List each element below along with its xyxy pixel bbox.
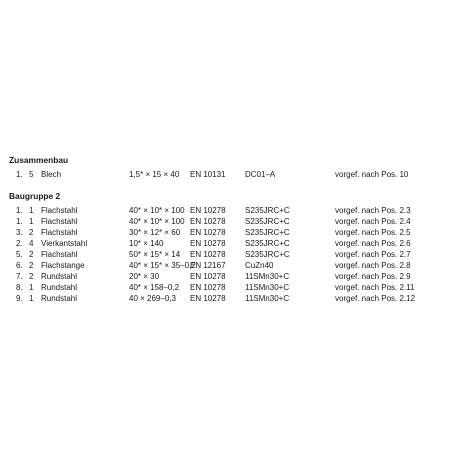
row-name: Rundstahl [41, 272, 78, 281]
row-standard: EN 10278 [190, 283, 226, 292]
row-name: Flachstahl [41, 250, 78, 259]
row-material: CuZn40 [245, 261, 274, 270]
row-standard: EN 10278 [190, 272, 226, 281]
row-standard: EN 12167 [190, 261, 226, 270]
section-title-baugruppe-2: Baugruppe 2 [9, 191, 61, 201]
row-dimensions: 40 × 269–0,3 [129, 294, 176, 303]
row-quantity: 1 [29, 206, 34, 215]
row-dimensions: 40* × 15* × 35–0,2 [129, 261, 196, 270]
row-material: S235JRC+C [245, 206, 290, 215]
row-quantity: 2 [29, 261, 34, 270]
table-row [0, 240, 458, 250]
row-material: 11SMn30+C [245, 272, 290, 281]
row-remark: vorgef. nach Pos. 2.3 [335, 206, 411, 215]
table-row [0, 284, 458, 294]
row-standard: EN 10278 [190, 250, 226, 259]
row-dimensions: 30* × 12* × 60 [129, 228, 181, 237]
row-material: S235JRC+C [245, 217, 290, 226]
row-number: 1. [16, 170, 23, 179]
table-row [0, 251, 458, 261]
row-name: Flachstahl [41, 228, 78, 237]
row-material: DC01–A [245, 170, 276, 179]
row-material: S235JRC+C [245, 239, 290, 248]
row-quantity: 1 [29, 283, 34, 292]
row-number: 6. [16, 261, 23, 270]
table-row [0, 207, 458, 217]
row-name: Vierkantstahl [41, 239, 88, 248]
row-quantity: 2 [29, 272, 34, 281]
row-remark: vorgef. nach Pos. 2.11 [335, 283, 415, 292]
row-name: Rundstahl [41, 294, 78, 303]
row-name: Rundstahl [41, 283, 78, 292]
row-number: 8. [16, 283, 23, 292]
row-material: 11SMn30+C [245, 294, 290, 303]
row-name: Flachstange [41, 261, 85, 270]
row-material: S235JRC+C [245, 228, 290, 237]
row-standard: EN 10278 [190, 294, 226, 303]
table-row [0, 229, 458, 239]
row-quantity: 2 [29, 228, 34, 237]
row-remark: vorgef. nach Pos. 2.12 [335, 294, 416, 303]
row-number: 5. [16, 250, 23, 259]
row-quantity: 1 [29, 217, 34, 226]
row-remark: vorgef. nach Pos. 10 [335, 170, 409, 179]
table-row [0, 273, 458, 283]
row-standard: EN 10131 [190, 170, 226, 179]
row-dimensions: 1,5* × 15 × 40 [129, 170, 180, 179]
row-dimensions: 50* × 15* × 14 [129, 250, 181, 259]
table-row [0, 262, 458, 272]
row-quantity: 2 [29, 250, 34, 259]
row-remark: vorgef. nach Pos. 2.7 [335, 250, 411, 259]
row-dimensions: 10* × 140 [129, 239, 164, 248]
row-dimensions: 40* × 10* × 100 [129, 206, 185, 215]
row-dimensions: 40* × 158–0,2 [129, 283, 180, 292]
row-number: 9. [16, 294, 23, 303]
row-material: S235JRC+C [245, 250, 290, 259]
section-title-zusammenbau: Zusammenbau [9, 155, 69, 165]
row-remark: vorgef. nach Pos. 2.4 [335, 217, 411, 226]
row-number: 3. [16, 228, 23, 237]
row-remark: vorgef. nach Pos. 2.5 [335, 228, 411, 237]
row-quantity: 1 [29, 294, 34, 303]
table-row [0, 295, 458, 305]
row-material: 11SMn30+C [245, 283, 290, 292]
row-dimensions: 40* × 10* × 100 [129, 217, 185, 226]
row-quantity: 4 [29, 239, 34, 248]
row-dimensions: 20* × 30 [129, 272, 160, 281]
row-standard: EN 10278 [190, 228, 226, 237]
row-name: Flachstahl [41, 206, 78, 215]
row-number: 1. [16, 217, 23, 226]
row-standard: EN 10278 [190, 206, 226, 215]
row-number: 1. [16, 206, 23, 215]
row-quantity: 5 [29, 170, 34, 179]
row-remark: vorgef. nach Pos. 2.6 [335, 239, 411, 248]
row-number: 7. [16, 272, 23, 281]
table-row [0, 171, 458, 181]
row-number: 2. [16, 239, 23, 248]
row-standard: EN 10278 [190, 239, 226, 248]
row-remark: vorgef. nach Pos. 2.8 [335, 261, 411, 270]
row-standard: EN 10278 [190, 217, 226, 226]
table-row [0, 218, 458, 228]
row-name: Flachstahl [41, 217, 78, 226]
row-name: Blech [41, 170, 62, 179]
row-remark: vorgef. nach Pos. 2.9 [335, 272, 411, 281]
